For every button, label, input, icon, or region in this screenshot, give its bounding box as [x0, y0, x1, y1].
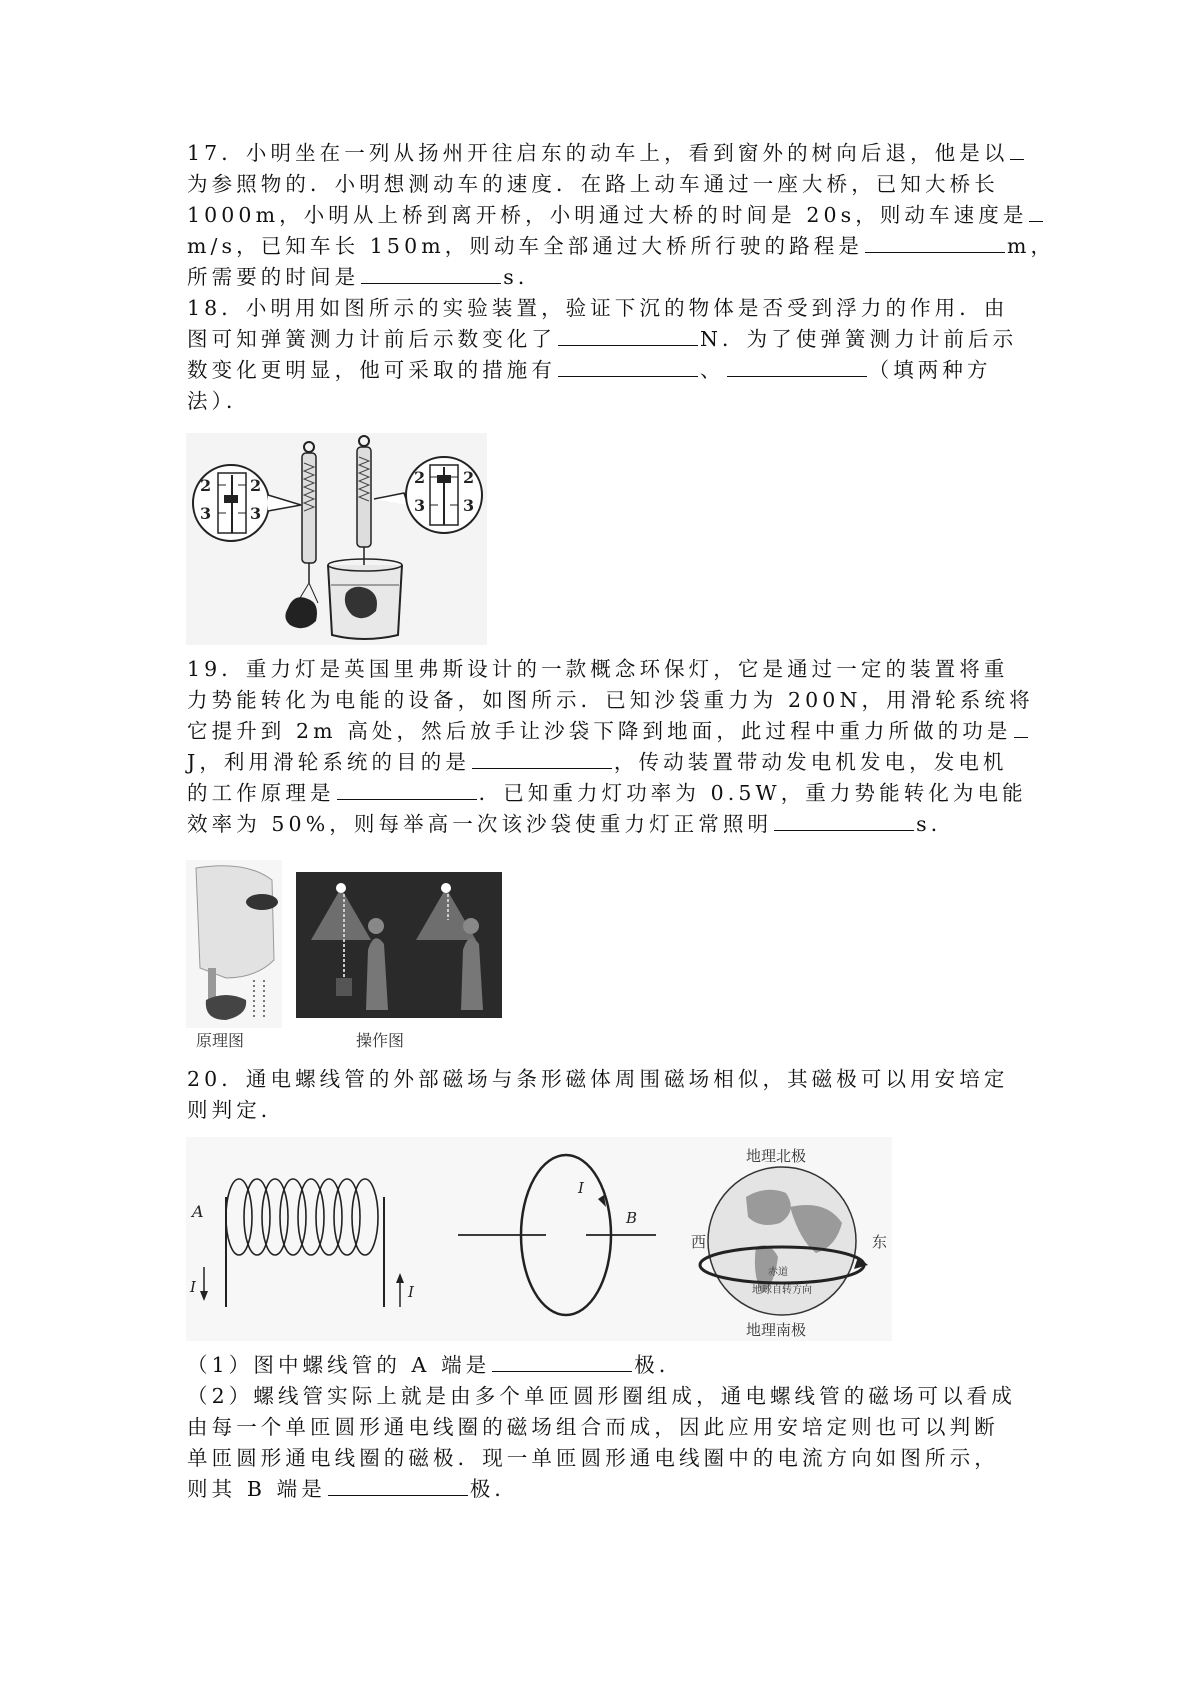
scale-tick-label: 3: [414, 496, 426, 515]
answer-blank[interactable]: [558, 356, 698, 377]
answer-blank[interactable]: [727, 356, 867, 377]
figure-caption-principle: 原理图: [196, 1031, 245, 1050]
q17-line-3: 1000m，小明从上桥到离开桥，小明通过大桥的时间是 20s，则动车速度是: [187, 200, 1027, 230]
globe-rotation-label: 地球自转方向: [752, 1285, 812, 1296]
water-beaker: [328, 559, 402, 639]
globe-west-label: 西: [691, 1233, 707, 1251]
q20-line-2: 则判定．: [187, 1098, 286, 1122]
solenoid-diagram: [189, 1179, 415, 1307]
globe-north-label: 地理北极: [746, 1147, 807, 1165]
q18-line-2: 图可知弹簧测力计前后示数变化了 N．为了使弹簧测力计前后示: [187, 327, 1018, 351]
label-current: I: [408, 1283, 414, 1301]
label-a: A: [192, 1202, 204, 1221]
answer-blank[interactable]: [472, 748, 612, 769]
globe-equator-label: 赤道: [768, 1267, 788, 1278]
operation-diagram: [296, 872, 502, 1018]
q19-line-4: J，利用滑轮系统的目的是 ，传动装置带动发电机发电，发电机: [187, 750, 1008, 774]
q17-line-5: 所需要的时间是 s．: [187, 265, 543, 289]
left-spring-scale: [285, 442, 318, 628]
answer-blank[interactable]: [1014, 717, 1028, 738]
scale-tick-label: 3: [250, 504, 262, 523]
answer-blank[interactable]: [337, 779, 477, 800]
scale-tick-label: 2: [414, 468, 426, 487]
scale-tick-label: 2: [463, 468, 475, 487]
earth-globe-diagram: [691, 1147, 887, 1339]
label-current: I: [190, 1278, 196, 1296]
globe-east-label: 东: [872, 1233, 888, 1251]
figure-caption-operation: 操作图: [356, 1031, 405, 1050]
q18-line-1: 18．小明用如图所示的实验装置，验证下沉的物体是否受到浮力的作用．由: [187, 296, 1009, 320]
scale-tick-label: 2: [200, 476, 212, 495]
q19-line-6: 效率为 50%，则每举高一次该沙袋使重力灯正常照明 s．: [187, 812, 956, 836]
q20-part2-line-4: 则其 B 端是 极．: [187, 1477, 520, 1501]
label-b: B: [626, 1209, 638, 1227]
label-current: I: [578, 1179, 584, 1197]
gravity-light-figure: [186, 860, 504, 1052]
q20-part2-line-1: （2）螺线管实际上就是由多个单匝圆形圈组成，通电螺线管的磁场可以看成: [187, 1384, 1016, 1408]
q17-line-4: m/s，已知车长 150m，则动车全部通过大桥所行驶的路程是 m，: [187, 234, 1056, 258]
single-loop-diagram: [458, 1155, 656, 1315]
right-scale-magnifier: [374, 457, 482, 533]
globe-south-label: 地理南极: [746, 1321, 807, 1339]
scale-tick-label: 3: [200, 504, 212, 523]
q19-line-3: 它提升到 2m 高处，然后放手让沙袋下降到地面，此过程中重力所做的功是: [187, 716, 1027, 746]
principle-diagram: [186, 860, 282, 1028]
right-spring-scale: [357, 436, 371, 583]
scale-tick-label: 2: [250, 476, 262, 495]
answer-blank[interactable]: [1010, 139, 1024, 160]
answer-blank[interactable]: [774, 810, 914, 831]
q20-part2-line-2: 由每一个单匝圆形通电线圈的磁场组合而成，因此应用安培定则也可以判断: [187, 1415, 999, 1439]
answer-blank[interactable]: [1029, 201, 1043, 222]
q17-line-1: 17．小明坐在一列从扬州开往启东的动车上，看到窗外的树向后退，他是以: [187, 138, 1027, 168]
solenoid-figure: [186, 1137, 892, 1341]
q19-line-2: 力势能转化为电能的设备，如图所示．已知沙袋重力为 200N，用滑轮系统将: [187, 688, 1034, 712]
spring-scale-figure: [186, 433, 487, 645]
q18-line-3: 数变化更明显，他可采取的措施有 、 （填两种方: [187, 358, 992, 382]
left-scale-magnifier: [193, 465, 301, 541]
q18-line-4: 法）．: [187, 389, 251, 413]
answer-blank[interactable]: [558, 325, 698, 346]
answer-blank[interactable]: [328, 1475, 468, 1496]
answer-blank[interactable]: [865, 232, 1005, 253]
scale-tick-label: 3: [463, 496, 475, 515]
q20-line-1: 20．通电螺线管的外部磁场与条形磁体周围磁场相似，其磁极可以用安培定: [187, 1067, 1009, 1091]
q17-line-2: 为参照物的．小明想测动车的速度．在路上动车通过一座大桥，已知大桥长: [187, 172, 999, 196]
q20-part2-line-3: 单匝圆形通电线圈的磁极．现一单匝圆形通电线圈中的电流方向如图所示，: [187, 1446, 999, 1470]
q19-line-1: 19．重力灯是英国里弗斯设计的一款概念环保灯，它是通过一定的装置将重: [187, 657, 1009, 681]
q19-line-5: 的工作原理是 ．已知重力灯功率为 0.5W，重力势能转化为电能: [187, 781, 1027, 805]
answer-blank[interactable]: [361, 263, 501, 284]
q20-part1: （1）图中螺线管的 A 端是 极．: [187, 1353, 684, 1377]
answer-blank[interactable]: [492, 1351, 632, 1372]
